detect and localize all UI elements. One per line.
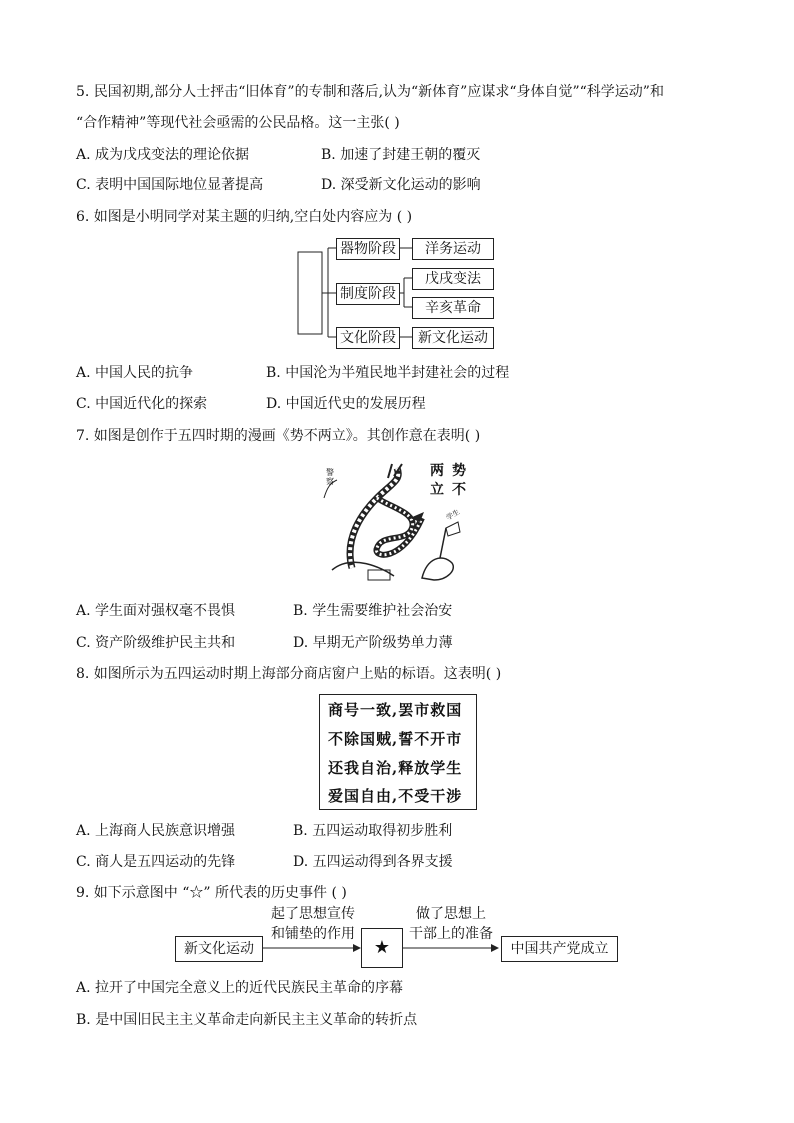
q9-star-box: ★	[361, 928, 403, 968]
q6-option-b: B. 中国沦为半殖民地半封建社会的过程	[266, 365, 510, 381]
slogan-line-1: 商号一致,罢市救国	[328, 701, 463, 719]
q8-option-c: C. 商人是五四运动的先锋	[76, 854, 236, 870]
q7-stem: 7. 如图是创作于五四时期的漫画《势不两立》。其创作意在表明( )	[76, 428, 481, 444]
q5-option-b: B. 加速了封建王朝的覆灭	[321, 147, 481, 163]
q9-arrow1-line1: 起了思想宣传	[271, 906, 355, 922]
q8-option-d: D. 五四运动得到各界支援	[293, 854, 453, 870]
q9-stem: 9. 如下示意图中 “☆” 所代表的历史事件 ( )	[76, 885, 347, 901]
cartoon-label-police: 警察	[326, 468, 334, 486]
cartoon-title-col1: 势不	[452, 463, 466, 498]
q7-option-d: D. 早期无产阶级势单力薄	[293, 635, 453, 651]
q9-arrow2-line2: 干部上的准备	[409, 926, 493, 942]
q7-cartoon	[322, 458, 474, 584]
q6-stage-2: 制度阶段	[336, 283, 400, 305]
q6-option-c: C. 中国近代化的探索	[76, 396, 208, 412]
q7-option-a: A. 学生面对强权毫不畏惧	[76, 603, 236, 619]
slogan-line-4: 爱国自由,不受干涉	[328, 787, 463, 805]
q6-option-a: A. 中国人民的抗争	[76, 365, 194, 381]
q7-option-c: C. 资产阶级维护民主共和	[76, 635, 236, 651]
cartoon-label-student: 学生	[444, 508, 462, 522]
cartoon-title-col2: 两立	[430, 463, 444, 498]
q9-start-box: 新文化运动	[175, 936, 263, 962]
q8-stem: 8. 如图所示为五四运动时期上海部分商店窗户上贴的标语。这表明( )	[76, 666, 502, 682]
q8-option-a: A. 上海商人民族意识增强	[76, 823, 236, 839]
q5-stem-line2: “合作精神”等现代社会亟需的公民品格。这一主张( )	[76, 115, 400, 131]
slogan-line-2: 不除国贼,誓不开市	[328, 730, 463, 748]
q5-option-d: D. 深受新文化运动的影响	[321, 177, 481, 193]
q9-arrow2-line1: 做了思想上	[416, 906, 486, 922]
q6-option-d: D. 中国近代史的发展历程	[266, 396, 426, 412]
q6-stem: 6. 如图是小明同学对某主题的归纳,空白处内容应为 ( )	[76, 209, 413, 225]
q6-stage-1: 器物阶段	[336, 238, 400, 260]
q9-arrow1-line2: 和铺垫的作用	[271, 926, 355, 942]
q7-option-b: B. 学生需要维护社会治安	[293, 603, 453, 619]
q6-event-2: 戊戌变法	[412, 268, 494, 290]
q8-option-b: B. 五四运动取得初步胜利	[293, 823, 453, 839]
q5-stem-line1: 5. 民国初期,部分人士抨击“旧体育”的专制和落后,认为“新体育”应谋求“身体自觉”“科学运动”和	[76, 84, 664, 100]
q6-stage-3: 文化阶段	[336, 327, 400, 349]
q9-option-b: B. 是中国旧民主主义革命走向新民主主义革命的转折点	[76, 1012, 418, 1028]
q8-slogan-poster	[319, 694, 477, 810]
q5-option-c: C. 表明中国国际地位显著提高	[76, 177, 264, 193]
q6-event-4: 新文化运动	[412, 327, 494, 349]
q6-event-1: 洋务运动	[412, 238, 494, 260]
q6-event-3: 辛亥革命	[412, 297, 494, 319]
q5-option-a: A. 成为戊戌变法的理论依据	[76, 147, 250, 163]
q9-end-box: 中国共产党成立	[501, 936, 618, 962]
q9-option-a: A. 拉开了中国完全意义上的近代民族民主革命的序幕	[76, 980, 404, 996]
slogan-line-3: 还我自治,释放学生	[328, 759, 463, 777]
